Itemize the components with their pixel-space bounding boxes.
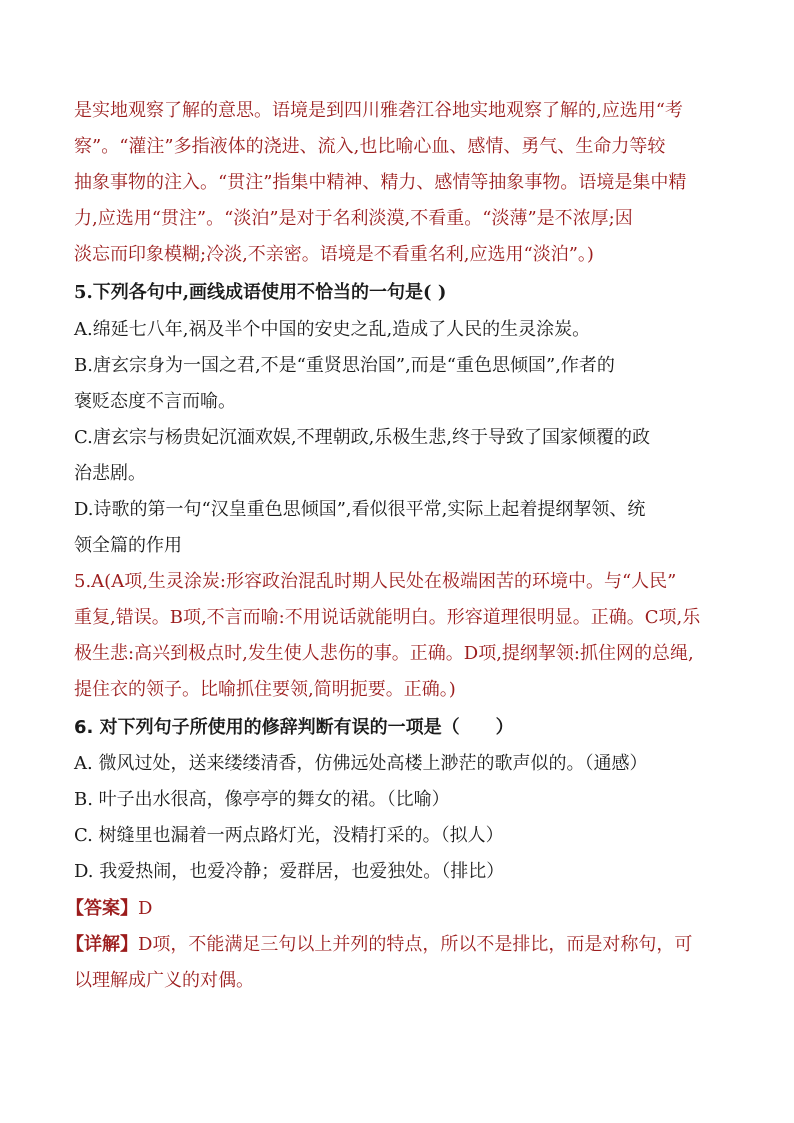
detail-tag: 【详解】: [66, 934, 138, 955]
q6-detail-line-1: [66, 933, 692, 957]
q5-option-a: A.绵延七八年,祸及半个中国的安史之乱,造成了人民的生灵涂炭。: [74, 319, 591, 340]
q5-option-d-line-2: 领全篇的作用: [74, 535, 182, 556]
prev-explanation-line-5: 淡忘而印象模糊;冷淡,不亲密。语境是不看重名利,应选用“淡泊”。): [74, 244, 594, 265]
prev-explanation-line-3: 抽象事物的注入。“贯注”指集中精神、精力、感情等抽象事物。语境是集中精: [74, 172, 687, 193]
q6-option-c: C. 树缝里也漏着一两点路灯光，没精打采的。（拟人）: [74, 825, 504, 846]
q5-option-c-line-1: C.唐玄宗与杨贵妃沉湎欢娱,不理朝政,乐极生悲,终于导致了国家倾覆的政: [74, 427, 651, 448]
q5-option-d-line-1: D.诗歌的第一句“汉皇重色思倾国”,看似很平常,实际上起着提纲挈领、统: [74, 499, 646, 520]
prev-explanation-line-2: 察”。“灌注”多指液体的浇进、流入,也比喻心血、感情、勇气、生命力等较: [74, 136, 666, 157]
q5-option-b-line-1: B.唐玄宗身为一国之君,不是“重贤思治国”,而是“重色思倾国”,作者的: [74, 355, 615, 376]
detail-text-1: D项，不能满足三句以上并列的特点，所以不是排比，而是对称句，可: [138, 934, 693, 955]
q6-answer: [66, 897, 152, 921]
q5-answer-line-2: 重复,错误。B项,不言而喻:不用说话就能明白。形容道理很明显。正确。C项,乐: [74, 607, 701, 628]
answer-tag: 【答案】: [66, 898, 138, 919]
q6-stem: 6. 对下列句子所使用的修辞判断有误的一项是（ ）: [74, 717, 514, 738]
q5-option-c-line-2: 治悲剧。: [74, 463, 146, 484]
q5-answer-line-1: 5.A(A项,生灵涂炭:形容政治混乱时期人民处在极端困苦的环境中。与“人民”: [74, 571, 677, 592]
answer-value: D: [138, 898, 153, 919]
prev-explanation-line-1: 是实地观察了解的意思。语境是到四川雅砻江谷地实地观察了解的,应选用“考: [74, 100, 683, 121]
q5-stem: 5.下列各句中,画线成语使用不恰当的一句是( ): [74, 282, 447, 303]
q5-option-b-line-2: 褒贬态度不言而喻。: [74, 391, 236, 412]
q6-option-a: A. 微风过处，送来缕缕清香，仿佛远处高楼上渺茫的歌声似的。（通感）: [74, 753, 648, 774]
q6-option-b: B. 叶子出水很高，像亭亭的舞女的裙。（比喻）: [74, 789, 450, 810]
q5-answer-line-4: 提住衣的领子。比喻抓住要领,简明扼要。正确。): [74, 679, 456, 700]
q5-answer-line-3: 极生悲:高兴到极点时,发生使人悲伤的事。正确。D项,提纲挈领:抓住网的总绳,: [74, 643, 694, 664]
q6-detail-line-2: 以理解成广义的对偶。: [74, 970, 254, 991]
prev-explanation-line-4: 力,应选用“贯注”。“淡泊”是对于名利淡漠,不看重。“淡薄”是不浓厚;因: [74, 208, 633, 229]
q6-option-d: D. 我爱热闹，也爱冷静；爱群居，也爱独处。（排比）: [74, 861, 505, 882]
